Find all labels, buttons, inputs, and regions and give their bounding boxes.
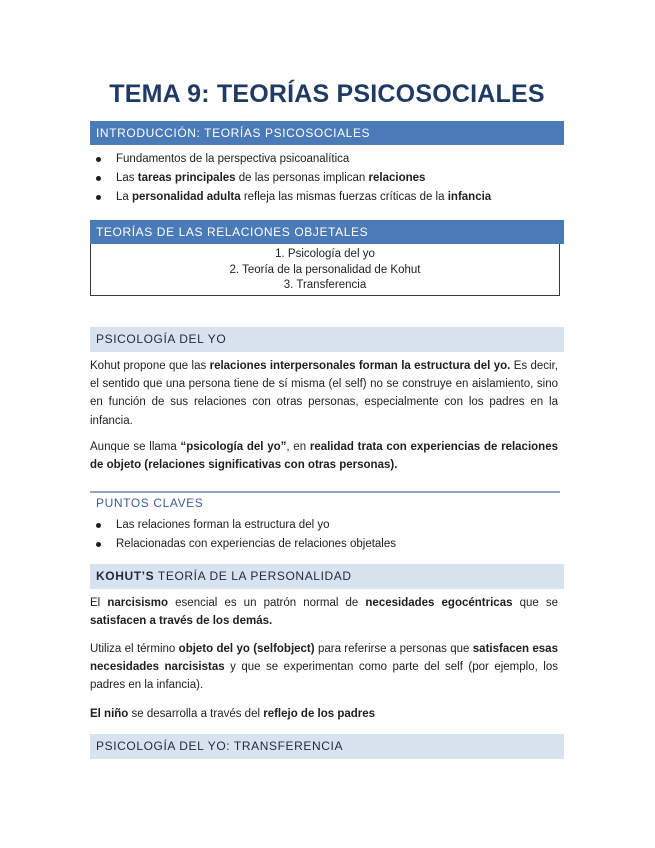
paragraph-kohut-3: El niño se desarrolla a través del reflejo de los padres — [90, 708, 376, 720]
numbered-list-box — [90, 244, 560, 296]
section-header-transferencia: PSICOLOGÍA DEL YO: TRANSFERENCIA — [90, 734, 564, 759]
object-relations-list — [91, 244, 559, 294]
section-header-psicologia-del-yo: PSICOLOGÍA DEL YO — [90, 327, 564, 352]
list-item: Las tareas principales de las personas implican relaciones — [90, 169, 564, 188]
divider — [90, 491, 560, 493]
list-item: La personalidad adulta refleja las mismas fuerzas críticas de la infancia — [90, 188, 564, 207]
paragraph-ego-psychology-1: Kohut propone que las relaciones interpersonales forman la estructura del yo. Es decir, el sentido que una persona tiene de sí misma (el self) no se construye en aislamiento, sino en función de sus relaciones con otras personas, especialmente con los padres en la infancia. — [90, 360, 558, 427]
paragraph-kohut-2: Utiliza el término objeto del yo (selfobject) para referirse a personas que satisfacen esas necesidades narcisistas y que se experimentan como parte del self (por ejemplo, los padres en la infancia). — [90, 643, 558, 692]
list-item: Las relaciones forman la estructura del yo — [90, 516, 564, 535]
intro-bullet-list — [90, 150, 564, 207]
section-header-kohut: KOHUT’S TEORÍA DE LA PERSONALIDAD — [90, 564, 564, 589]
section-header-introduccion: INTRODUCCIÓN: TEORÍAS PSICOSOCIALES — [90, 121, 564, 145]
paragraph-ego-psychology-2: Aunque se llama “psicología del yo”, en realidad trata con experiencias de relaciones de objeto (relaciones significativas con otras personas). — [90, 441, 558, 472]
section-header-relaciones-objetales: TEORÍAS DE LAS RELACIONES OBJETALES — [90, 220, 564, 244]
list-item: Fundamentos de la perspectiva psicoanalítica — [90, 150, 564, 169]
list-item: 3. Transferencia — [283, 279, 367, 291]
list-item: 1. Psicología del yo — [275, 248, 375, 260]
page-title: TEMA 9: TEORÍAS PSICOSOCIALES — [109, 80, 545, 108]
subheading-puntos-claves: PUNTOS CLAVES — [96, 496, 204, 510]
list-item: 2. Teoría de la personalidad de Kohut — [229, 263, 421, 276]
list-item: Relacionadas con experiencias de relaciones objetales — [90, 535, 564, 554]
paragraph-kohut-1: El narcisismo esencial es un patrón normal de necesidades egocéntricas que se satisfacen a través de los demás. — [90, 597, 559, 628]
key-points-list — [90, 516, 564, 554]
